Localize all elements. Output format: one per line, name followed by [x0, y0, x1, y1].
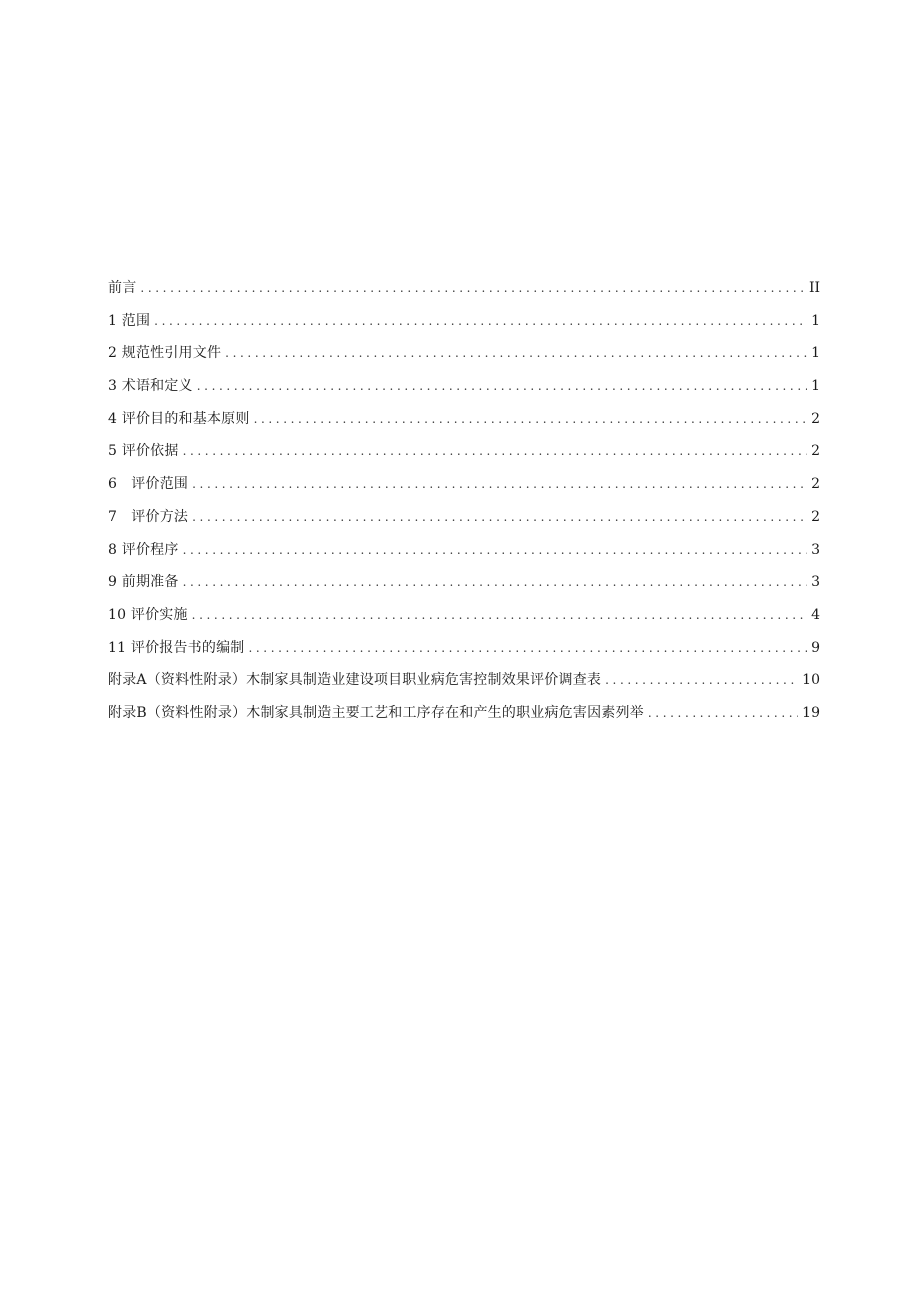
toc-entry-basis[interactable] — [108, 441, 820, 474]
toc-entry-evaluation-procedure[interactable] — [108, 540, 820, 573]
toc-dot-leader — [605, 670, 798, 690]
table-of-contents — [108, 278, 820, 736]
toc-dot-leader — [183, 441, 808, 461]
toc-entry-foreword[interactable] — [108, 278, 820, 311]
toc-entry-title: 附录A（资料性附录）木制家具制造业建设项目职业病危害控制效果评价调查表 — [108, 672, 602, 689]
toc-entry-title: 3 术语和定义 — [108, 378, 193, 395]
toc-entry-report-compilation[interactable] — [108, 638, 820, 671]
toc-dot-leader — [225, 343, 807, 363]
toc-entry-normative-references[interactable] — [108, 343, 820, 376]
toc-dot-leader — [140, 278, 805, 298]
toc-entry-title: 4 评价目的和基本原则 — [108, 410, 250, 427]
toc-dot-leader — [192, 605, 807, 625]
toc-entry-title: 7 评价方法 — [108, 508, 189, 525]
toc-entry-page: 9 — [811, 639, 820, 656]
toc-entry-title: 8 评价程序 — [108, 541, 179, 558]
toc-entry-title: 6 评价范围 — [108, 476, 189, 493]
toc-dot-leader — [183, 540, 808, 560]
toc-dot-leader — [248, 638, 807, 658]
toc-dot-leader — [154, 311, 807, 331]
toc-entry-page: 2 — [811, 476, 820, 493]
toc-entry-page: 2 — [811, 508, 820, 525]
toc-entry-page: 2 — [811, 410, 820, 427]
toc-entry-evaluation-scope[interactable] — [108, 474, 820, 507]
toc-entry-preparation[interactable] — [108, 572, 820, 605]
toc-entry-title: 11 评价报告书的编制 — [108, 639, 245, 656]
toc-entry-terms-definitions[interactable] — [108, 376, 820, 409]
toc-entry-appendix-b[interactable] — [108, 703, 820, 736]
toc-entry-page: 2 — [811, 443, 820, 460]
toc-dot-leader — [192, 507, 807, 527]
toc-entry-appendix-a[interactable] — [108, 670, 820, 703]
toc-dot-leader — [183, 572, 808, 592]
toc-entry-title: 1 范围 — [108, 312, 151, 329]
toc-entry-title: 附录B（资料性附录）木制家具制造主要工艺和工序存在和产生的职业病危害因素列举 — [108, 704, 644, 721]
toc-entry-title: 2 规范性引用文件 — [108, 345, 222, 362]
toc-entry-page: 4 — [811, 606, 820, 623]
toc-dot-leader — [648, 703, 798, 723]
toc-entry-scope[interactable] — [108, 311, 820, 344]
toc-entry-implementation[interactable] — [108, 605, 820, 638]
toc-entry-title: 前言 — [108, 280, 137, 296]
toc-entry-purpose-principles[interactable] — [108, 409, 820, 442]
toc-dot-leader — [197, 376, 807, 396]
toc-entry-page: 3 — [811, 541, 820, 558]
toc-entry-page: 10 — [802, 672, 820, 689]
toc-dot-leader — [192, 474, 807, 494]
toc-entry-title: 10 评价实施 — [108, 606, 188, 623]
toc-dot-leader — [254, 409, 808, 429]
toc-entry-page: 19 — [802, 704, 820, 721]
toc-entry-page: 1 — [811, 345, 820, 362]
toc-entry-page: 1 — [811, 378, 820, 395]
toc-entry-title: 9 前期准备 — [108, 574, 179, 591]
toc-entry-evaluation-methods[interactable] — [108, 507, 820, 540]
toc-entry-page: 3 — [811, 574, 820, 591]
toc-entry-page: II — [808, 280, 820, 296]
toc-entry-page: 1 — [811, 312, 820, 329]
toc-entry-title: 5 评价依据 — [108, 443, 179, 460]
